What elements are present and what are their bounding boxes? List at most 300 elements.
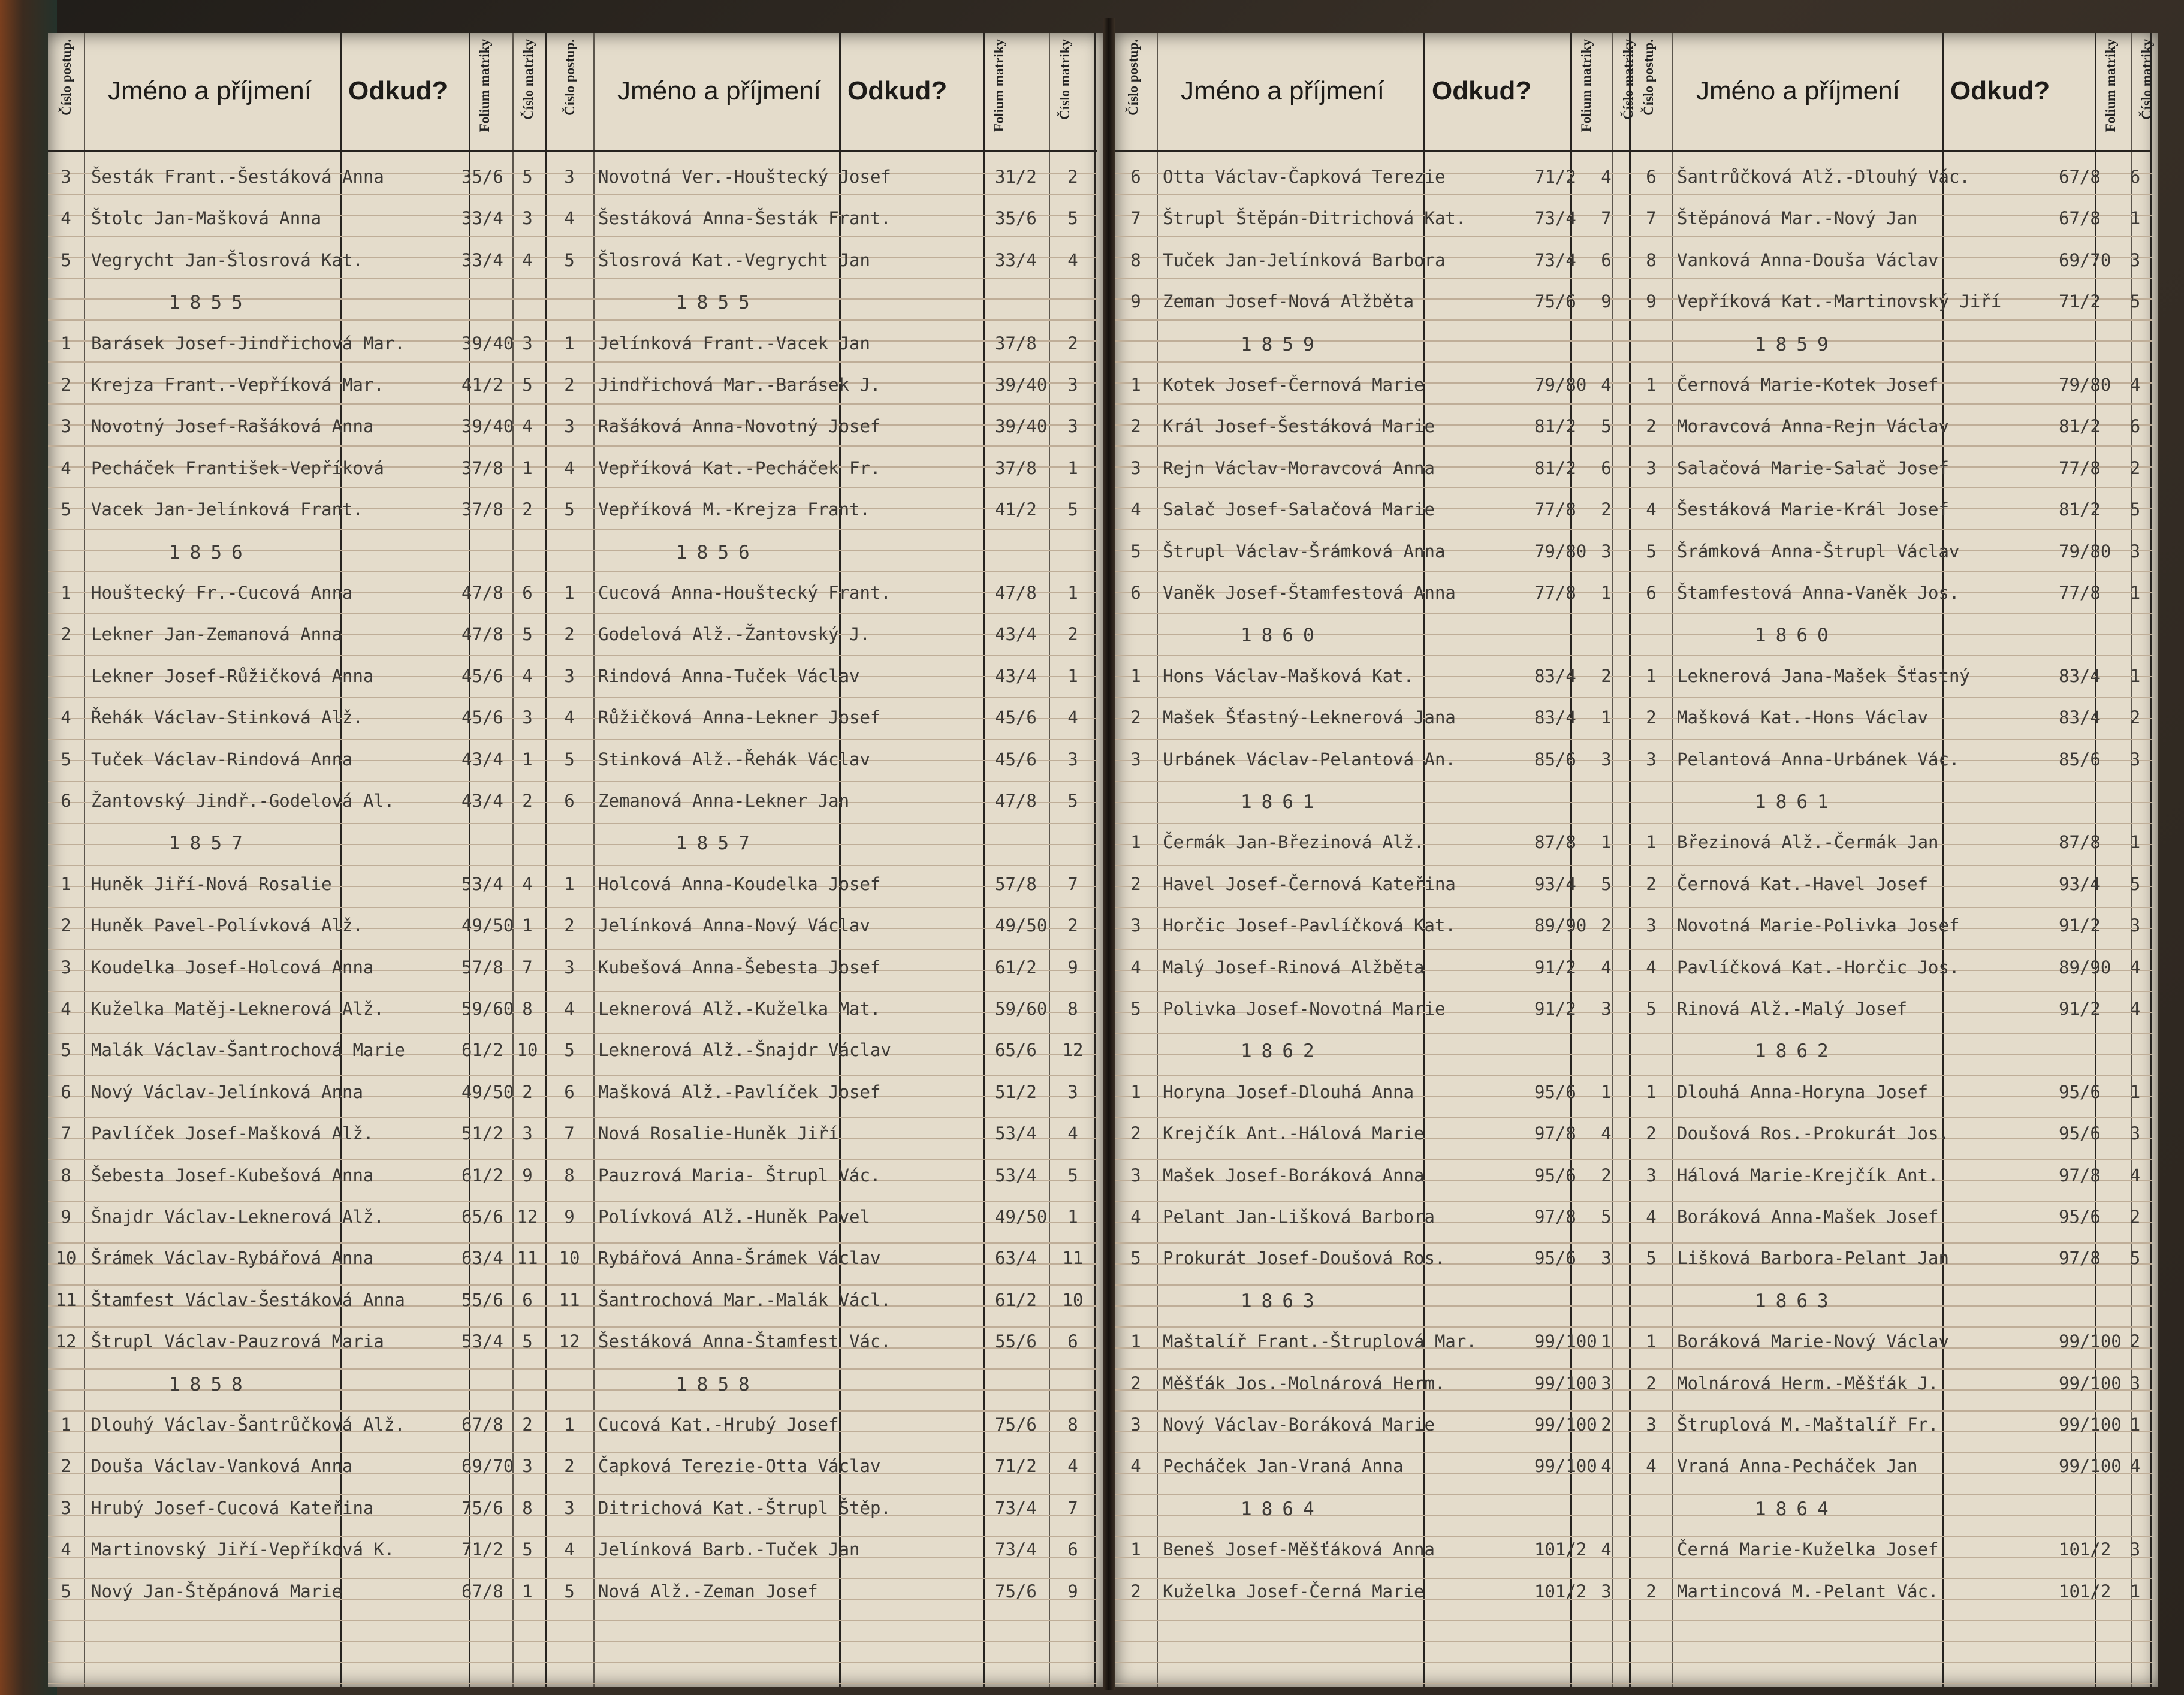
table-row <box>48 205 551 231</box>
entry-number: 2 <box>1646 1581 1657 1601</box>
table-row <box>1115 247 1630 273</box>
table-row <box>48 1412 551 1438</box>
table-row <box>1115 1578 1630 1604</box>
registry-number: 8 <box>1067 999 1078 1019</box>
folio-value: 77/8 <box>1534 583 1576 603</box>
folio-value: 49/50 <box>995 1207 1048 1227</box>
couple-names: Mašková Alž.-Pavlíček Josef <box>598 1081 881 1102</box>
folio-value: 75/6 <box>995 1581 1037 1601</box>
registry-number: 1 <box>1601 707 1612 728</box>
registry-number: 5 <box>1601 416 1612 437</box>
table-row <box>551 996 1097 1022</box>
table-row <box>1630 996 2152 1022</box>
entry-number: 7 <box>1646 208 1657 229</box>
registry-number: 11 <box>1062 1248 1084 1269</box>
table-row <box>1115 829 1630 855</box>
table-row <box>1115 1245 1630 1271</box>
registry-number: 3 <box>1067 1081 1078 1102</box>
entry-number: 7 <box>61 1123 71 1144</box>
registry-number: 4 <box>522 873 533 894</box>
table-row <box>551 1079 1097 1105</box>
table-row <box>48 1453 551 1479</box>
registry-number: 12 <box>1062 1040 1084 1061</box>
table-row <box>551 871 1097 897</box>
table-row <box>48 496 551 523</box>
registry-number: 7 <box>1601 208 1612 229</box>
table-header <box>551 33 1097 152</box>
entry-number: 1 <box>1130 375 1141 395</box>
registry-number: 9 <box>1601 291 1612 312</box>
entry-number: 2 <box>1646 707 1657 728</box>
header-registry: Číslo matriky <box>1057 39 1072 120</box>
table-row <box>1115 1079 1630 1105</box>
couple-names: Krejza Frant.-Vepříková Mar. <box>91 375 384 395</box>
registry-number: 4 <box>522 416 533 437</box>
registry-number: 1 <box>2129 665 2141 686</box>
table-row <box>1115 164 1630 190</box>
registry-number: 2 <box>2129 1331 2141 1352</box>
entry-number: 6 <box>1646 583 1657 603</box>
registry-number: 4 <box>1067 1123 1078 1144</box>
entry-number: 4 <box>1646 1456 1657 1477</box>
entry-number: 5 <box>564 749 575 770</box>
table-row <box>1630 1328 2152 1355</box>
entry-number: 6 <box>61 791 71 811</box>
entry-number: 3 <box>1646 1414 1657 1435</box>
folio-value: 71/2 <box>461 1539 503 1560</box>
couple-names: Beneš Josef-Měšťáková Anna <box>1163 1539 1435 1560</box>
table-row <box>48 912 551 939</box>
folio-value: 45/6 <box>461 665 503 686</box>
entry-number: 4 <box>1646 1207 1657 1227</box>
couple-names: Godelová Alž.-Žantovský J. <box>598 624 870 645</box>
couple-names: Mašek Šťastný-Leknerová Jana <box>1163 707 1456 728</box>
table-row <box>48 455 551 481</box>
entry-number: 3 <box>564 416 575 437</box>
couple-names: Leknerová Alž.-Kuželka Mat. <box>598 999 881 1019</box>
folio-value: 55/6 <box>461 1289 503 1310</box>
couple-names: Polívková Alž.-Huněk Pavel <box>598 1207 870 1227</box>
couple-names: Šnajdr Václav-Leknerová Alž. <box>91 1207 384 1227</box>
header-number: Číslo postup. <box>562 39 577 116</box>
couple-names: Pecháček František-Vepříková <box>91 457 384 478</box>
registry-number: 6 <box>522 1289 533 1310</box>
registry-number: 2 <box>522 791 533 811</box>
couple-names: Jelínková Frant.-Vacek Jan <box>598 333 870 354</box>
registry-number: 2 <box>1067 915 1078 936</box>
registry-number: 4 <box>1067 1456 1078 1477</box>
folio-value: 69/70 <box>2059 249 2111 270</box>
registry-number: 9 <box>522 1165 533 1186</box>
couple-names: Vepříková M.-Krejza Frant. <box>598 499 870 520</box>
folio-value: 81/2 <box>1534 416 1576 437</box>
registry-number: 4 <box>2129 1456 2141 1477</box>
year-heading: 1855 <box>169 292 252 314</box>
entry-number: 4 <box>564 208 575 229</box>
entry-number: 6 <box>1130 583 1141 603</box>
folio-value: 93/4 <box>1534 873 1576 894</box>
folio-value: 91/2 <box>1534 999 1576 1019</box>
entry-number: 1 <box>1130 1081 1141 1102</box>
entry-number: 3 <box>564 1497 575 1518</box>
folio-value: 99/100 <box>2059 1373 2122 1394</box>
couple-names: Zemanová Anna-Lekner Jan <box>598 791 850 811</box>
couple-names: Štěpánová Mar.-Nový Jan <box>1677 208 1918 229</box>
registry-number: 3 <box>2129 1373 2141 1394</box>
entry-number: 3 <box>564 665 575 686</box>
table-row <box>1630 1245 2152 1271</box>
entry-number: 3 <box>1130 1165 1141 1186</box>
header-folio: Folium matriky <box>991 39 1006 132</box>
table-row <box>1630 288 2152 315</box>
table-row <box>1630 538 2152 565</box>
entry-number: 2 <box>61 375 71 395</box>
header-origin: Odkud? <box>847 76 948 105</box>
table-row <box>1115 1120 1630 1147</box>
table-row <box>48 1495 551 1521</box>
registry-number: 3 <box>1067 749 1078 770</box>
entry-number: 3 <box>564 957 575 978</box>
registry-number: 4 <box>1601 375 1612 395</box>
couple-names: Kubešová Anna-Šebesta Josef <box>598 957 881 978</box>
entry-number: 6 <box>1646 167 1657 187</box>
folio-value: 91/2 <box>2059 999 2101 1019</box>
folio-value: 95/6 <box>1534 1248 1576 1269</box>
couple-names: Rejn Václav-Moravcová Anna <box>1163 457 1435 478</box>
table-row <box>551 455 1097 481</box>
registry-number: 1 <box>2129 1081 2141 1102</box>
folio-value: 61/2 <box>461 1165 503 1186</box>
folio-value: 81/2 <box>2059 499 2101 520</box>
couple-names: Kuželka Josef-Černá Marie <box>1163 1581 1425 1601</box>
entry-number: 2 <box>1130 416 1141 437</box>
entry-number: 3 <box>61 957 71 978</box>
ledger-rows <box>1630 153 2152 1687</box>
couple-names: Holcová Anna-Koudelka Josef <box>598 873 881 894</box>
table-row <box>551 496 1097 523</box>
couple-names: Lekner Jan-Zemanová Anna <box>91 624 343 645</box>
entry-number: 4 <box>564 1539 575 1560</box>
couple-names: Šantrochová Mar.-Malák Václ. <box>598 1289 891 1310</box>
couple-names: Štrupl Štěpán-Ditrichová Kat. <box>1163 208 1467 229</box>
folio-value: 37/8 <box>461 457 503 478</box>
year-heading: 1862 <box>1755 1040 1838 1063</box>
table-row <box>1115 1162 1630 1189</box>
couple-names: Pavlíček Josef-Mašková Alž. <box>91 1123 374 1144</box>
registry-number: 6 <box>1067 1331 1078 1352</box>
folio-value: 55/6 <box>995 1331 1037 1352</box>
entry-number: 5 <box>1130 999 1141 1019</box>
folio-value: 45/6 <box>995 749 1037 770</box>
folio-value: 65/6 <box>995 1040 1037 1061</box>
entry-number: 4 <box>1130 957 1141 978</box>
registry-number: 7 <box>1067 873 1078 894</box>
header-registry: Číslo matriky <box>2139 39 2154 120</box>
registry-number: 8 <box>1067 1414 1078 1435</box>
folio-value: 39/40 <box>461 416 514 437</box>
table-row <box>1630 455 2152 481</box>
entry-number: 2 <box>1130 1373 1141 1394</box>
registry-number: 3 <box>522 1123 533 1144</box>
couple-names: Horčic Josef-Pavlíčková Kat. <box>1163 915 1456 936</box>
folio-value: 73/4 <box>995 1497 1037 1518</box>
folio-value: 77/8 <box>2059 583 2101 603</box>
table-row <box>551 1037 1097 1063</box>
registry-number: 7 <box>522 957 533 978</box>
folio-value: 79/80 <box>1534 375 1587 395</box>
couple-names: Černá Marie-Kuželka Josef <box>1677 1539 1939 1560</box>
entry-number: 3 <box>61 416 71 437</box>
registry-number: 10 <box>1062 1289 1084 1310</box>
couple-names: Leknerová Jana-Mašek Šťastný <box>1677 665 1970 686</box>
header-origin: Odkud? <box>1950 76 2050 105</box>
couple-names: Doušová Ros.-Prokurát Jos. <box>1677 1123 1949 1144</box>
registry-number: 3 <box>1601 999 1612 1019</box>
folio-value: 41/2 <box>461 375 503 395</box>
registry-number: 1 <box>1067 583 1078 603</box>
registry-number: 5 <box>1601 873 1612 894</box>
left-page <box>48 33 1103 1687</box>
year-heading: 1861 <box>1755 791 1838 813</box>
folio-value: 67/8 <box>2059 208 2101 229</box>
entry-number: 3 <box>1130 915 1141 936</box>
folio-value: 101/2 <box>1534 1581 1587 1601</box>
registry-number: 6 <box>522 583 533 603</box>
registry-number: 1 <box>2129 208 2141 229</box>
table-row <box>48 1079 551 1105</box>
couple-names: Nová Rosalie-Huněk Jiří <box>598 1123 839 1144</box>
entry-number: 12 <box>55 1331 77 1352</box>
table-row <box>551 912 1097 939</box>
book-gutter <box>1103 18 1115 1690</box>
couple-names: Stinková Alž.-Řehák Václav <box>598 749 870 770</box>
couple-names: Žantovský Jindř.-Godelová Al. <box>91 791 395 811</box>
couple-names: Ditrichová Kat.-Štrupl Štěp. <box>598 1497 891 1518</box>
couple-names: Vepříková Kat.-Pecháček Fr. <box>598 457 881 478</box>
table-row <box>1630 1204 2152 1230</box>
registry-number: 1 <box>522 1581 533 1601</box>
registry-number: 2 <box>1067 167 1078 187</box>
table-row <box>1115 663 1630 689</box>
folio-value: 47/8 <box>461 583 503 603</box>
registry-number: 2 <box>1601 1165 1612 1186</box>
folio-value: 71/2 <box>995 1456 1037 1477</box>
entry-number: 9 <box>1130 291 1141 312</box>
registry-number: 6 <box>1067 1539 1078 1560</box>
table-row <box>1630 164 2152 190</box>
table-row <box>1630 954 2152 981</box>
couple-names: Hons Václav-Mašková Kat. <box>1163 665 1414 686</box>
table-row <box>48 1245 551 1271</box>
entry-number: 1 <box>564 333 575 354</box>
registry-number: 2 <box>2129 457 2141 478</box>
entry-number: 5 <box>564 249 575 270</box>
registry-number: 4 <box>2129 999 2141 1019</box>
couple-names: Novotný Josef-Rašáková Anna <box>91 416 374 437</box>
couple-names: Boráková Marie-Nový Václav <box>1677 1331 1949 1352</box>
table-row <box>551 621 1097 647</box>
registry-number: 6 <box>2129 416 2141 437</box>
folio-value: 35/6 <box>995 208 1037 229</box>
entry-number: 1 <box>61 333 71 354</box>
couple-names: Vaněk Josef-Štamfestová Anna <box>1163 583 1456 603</box>
folio-value: 83/4 <box>2059 665 2101 686</box>
couple-names: Štrupl Václav-Pauzrová Maria <box>91 1331 384 1352</box>
entry-number: 1 <box>564 1414 575 1435</box>
folio-value: 75/6 <box>461 1497 503 1518</box>
folio-value: 45/6 <box>461 707 503 728</box>
table-row <box>1115 372 1630 398</box>
couple-names: Čermák Jan-Březinová Alž. <box>1163 832 1425 853</box>
table-row <box>1630 1370 2152 1397</box>
couple-names: Urbánek Václav-Pelantová An. <box>1163 749 1456 770</box>
registry-number: 6 <box>1601 249 1612 270</box>
entry-number: 12 <box>559 1331 580 1352</box>
table-row <box>1115 1536 1630 1563</box>
table-row <box>48 372 551 398</box>
registry-number: 5 <box>522 1331 533 1352</box>
folio-value: 69/70 <box>461 1456 514 1477</box>
registry-number: 2 <box>522 1414 533 1435</box>
registry-number: 4 <box>1601 1123 1612 1144</box>
couple-names: Otta Václav-Čapková Terezie <box>1163 167 1446 187</box>
couple-names: Tuček Václav-Rindová Anna <box>91 749 353 770</box>
registry-number: 10 <box>517 1040 538 1061</box>
registry-number: 5 <box>2129 873 2141 894</box>
folio-value: 97/8 <box>2059 1248 2101 1269</box>
table-row <box>1115 746 1630 773</box>
couple-names: Nový Václav-Boráková Marie <box>1163 1414 1435 1435</box>
folio-value: 57/8 <box>995 873 1037 894</box>
year-heading: 1857 <box>676 833 759 855</box>
registry-number: 8 <box>522 999 533 1019</box>
header-name: Jméno a příjmení <box>617 76 821 105</box>
table-row <box>48 1328 551 1355</box>
couple-names: Malý Josef-Rinová Alžběta <box>1163 957 1425 978</box>
table-row <box>1115 538 1630 565</box>
couple-names: Pauzrová Maria- Štrupl Vác. <box>598 1165 881 1186</box>
couple-names: Nový Václav-Jelínková Anna <box>91 1081 363 1102</box>
table-row <box>1630 1453 2152 1479</box>
table-row <box>48 788 551 814</box>
couple-names: Pelant Jan-Lišková Barbora <box>1163 1207 1435 1227</box>
registry-number: 3 <box>2129 749 2141 770</box>
registry-number: 3 <box>1067 375 1078 395</box>
registry-number: 5 <box>1067 208 1078 229</box>
registry-number: 4 <box>2129 1165 2141 1186</box>
folio-value: 99/100 <box>1534 1414 1597 1435</box>
table-row <box>1630 871 2152 897</box>
registry-number: 1 <box>1601 583 1612 603</box>
folio-value: 87/8 <box>2059 832 2101 853</box>
table-row <box>1630 1120 2152 1147</box>
couple-names: Martincová M.-Pelant Vác. <box>1677 1581 1939 1601</box>
couple-names: Šestáková Anna-Štamfest Vác. <box>598 1331 891 1352</box>
couple-names: Hálová Marie-Krejčík Ant. <box>1677 1165 1939 1186</box>
header-registry: Číslo matriky <box>521 39 536 120</box>
folio-value: 95/6 <box>2059 1081 2101 1102</box>
registry-number: 7 <box>1067 1497 1078 1518</box>
registry-number: 1 <box>2129 832 2141 853</box>
registry-number: 5 <box>2129 499 2141 520</box>
folio-value: 63/4 <box>461 1248 503 1269</box>
entry-number: 4 <box>564 999 575 1019</box>
folio-value: 73/4 <box>995 1539 1037 1560</box>
folio-value: 53/4 <box>461 1331 503 1352</box>
entry-number: 4 <box>61 457 71 478</box>
table-row <box>551 413 1097 439</box>
couple-names: Vanková Anna-Douša Václav <box>1677 249 1939 270</box>
registry-number: 3 <box>2129 1123 2141 1144</box>
table-row <box>551 1412 1097 1438</box>
table-row <box>48 621 551 647</box>
entry-number: 8 <box>61 1165 71 1186</box>
registry-number: 1 <box>1601 1331 1612 1352</box>
ledger-rows <box>1115 153 1630 1687</box>
entry-number: 1 <box>1130 665 1141 686</box>
folio-value: 37/8 <box>995 457 1037 478</box>
folio-value: 39/40 <box>995 416 1048 437</box>
couple-names: Havel Josef-Černová Kateřina <box>1163 873 1456 894</box>
registry-number: 1 <box>522 457 533 478</box>
table-row <box>48 1037 551 1063</box>
couple-names: Král Josef-Šestáková Marie <box>1163 416 1435 437</box>
ledger-rows <box>48 153 551 1687</box>
entry-number: 5 <box>1130 541 1141 562</box>
entry-number: 8 <box>1130 249 1141 270</box>
table-row <box>48 1204 551 1230</box>
folio-value: 75/6 <box>995 1414 1037 1435</box>
registry-number: 1 <box>522 749 533 770</box>
registry-number: 1 <box>1601 832 1612 853</box>
couple-names: Štrupl Václav-Šrámková Anna <box>1163 541 1446 562</box>
couple-names: Cucová Kat.-Hrubý Josef <box>598 1414 839 1435</box>
couple-names: Horyna Josef-Dlouhá Anna <box>1163 1081 1414 1102</box>
couple-names: Jelínková Barb.-Tuček Jan <box>598 1539 860 1560</box>
table-header <box>1115 33 1636 152</box>
folio-value: 51/2 <box>461 1123 503 1144</box>
header-name: Jméno a příjmení <box>1181 76 1384 105</box>
couple-names: Martinovský Jiří-Vepříková K. <box>91 1539 395 1560</box>
registry-number: 4 <box>1601 1539 1612 1560</box>
folio-value: 81/2 <box>2059 416 2101 437</box>
entry-number: 9 <box>564 1207 575 1227</box>
entry-number: 6 <box>564 791 575 811</box>
table-row <box>551 1162 1097 1189</box>
folio-value: 101/2 <box>2059 1539 2111 1560</box>
couple-names: Maštalíř Frant.-Štruplová Mar. <box>1163 1331 1477 1352</box>
entry-number: 2 <box>61 915 71 936</box>
registry-number: 3 <box>522 707 533 728</box>
registry-number: 4 <box>522 249 533 270</box>
entry-number: 3 <box>1646 749 1657 770</box>
entry-number: 2 <box>564 915 575 936</box>
table-row <box>551 1120 1097 1147</box>
folio-value: 101/2 <box>1534 1539 1587 1560</box>
couple-names: Pavlíčková Kat.-Horčic Jos. <box>1677 957 1960 978</box>
folio-value: 97/8 <box>1534 1207 1576 1227</box>
folio-value: 73/4 <box>1534 249 1576 270</box>
entry-number: 5 <box>61 249 71 270</box>
folio-value: 35/6 <box>461 167 503 187</box>
couple-names: Rinová Alž.-Malý Josef <box>1677 999 1908 1019</box>
registry-number: 1 <box>1067 1207 1078 1227</box>
entry-number: 2 <box>61 624 71 645</box>
table-row <box>1115 871 1630 897</box>
registry-number: 11 <box>517 1248 538 1269</box>
entry-number: 2 <box>1646 873 1657 894</box>
table-row <box>1115 455 1630 481</box>
